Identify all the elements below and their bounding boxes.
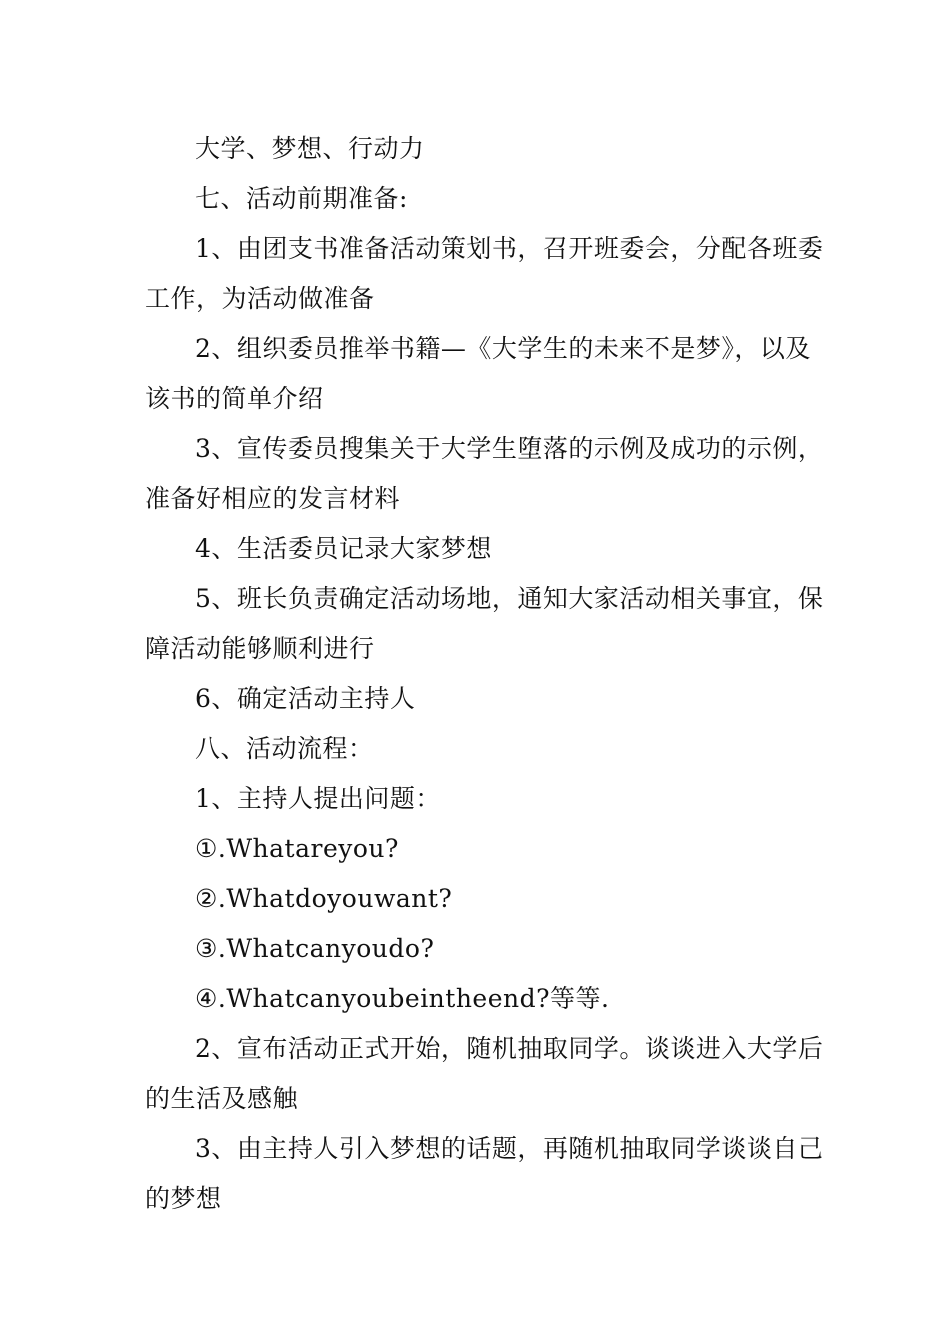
paragraph-prep-item-5: 5、班长负责确定活动场地，通知大家活动相关事宜，保障活动能够顺利进行	[145, 584, 824, 663]
section-heading-preparation: 七、活动前期准备:	[195, 184, 408, 213]
paragraph-prep-item-1: 1、由团支书准备活动策划书，召开班委会，分配各班委工作，为活动做准备	[145, 234, 824, 313]
paragraph-process-item-2: 2、宣布活动正式开始，随机抽取同学。谈谈进入大学后的生活及感触	[145, 1034, 824, 1113]
paragraph-theme: 大学、梦想、行动力	[195, 134, 425, 163]
question-item-4: ④.Whatcanyoubeintheend?等等.	[195, 984, 610, 1013]
question-item-2: ②.Whatdoyouwant?	[195, 884, 453, 913]
section-heading-process: 八、活动流程：	[195, 734, 374, 763]
paragraph-process-item-3: 3、由主持人引入梦想的话题，再随机抽取同学谈谈自己的梦想	[145, 1134, 824, 1213]
document-body	[145, 124, 825, 1224]
paragraph-prep-item-3: 3、宣传委员搜集关于大学生堕落的示例及成功的示例，准备好相应的发言材料	[145, 434, 824, 513]
question-item-1: ①.Whatareyou?	[195, 834, 399, 863]
paragraph-process-item-1: 1、主持人提出问题：	[195, 784, 441, 813]
paragraph-prep-item-6: 6、确定活动主持人	[195, 684, 416, 713]
paragraph-prep-item-2: 2、组织委员推举书籍—《大学生的未来不是梦》，以及该书的简单介绍	[145, 334, 811, 413]
paragraph-prep-item-4: 4、生活委员记录大家梦想	[195, 534, 492, 563]
question-item-3: ③.Whatcanyoudo?	[195, 934, 435, 963]
